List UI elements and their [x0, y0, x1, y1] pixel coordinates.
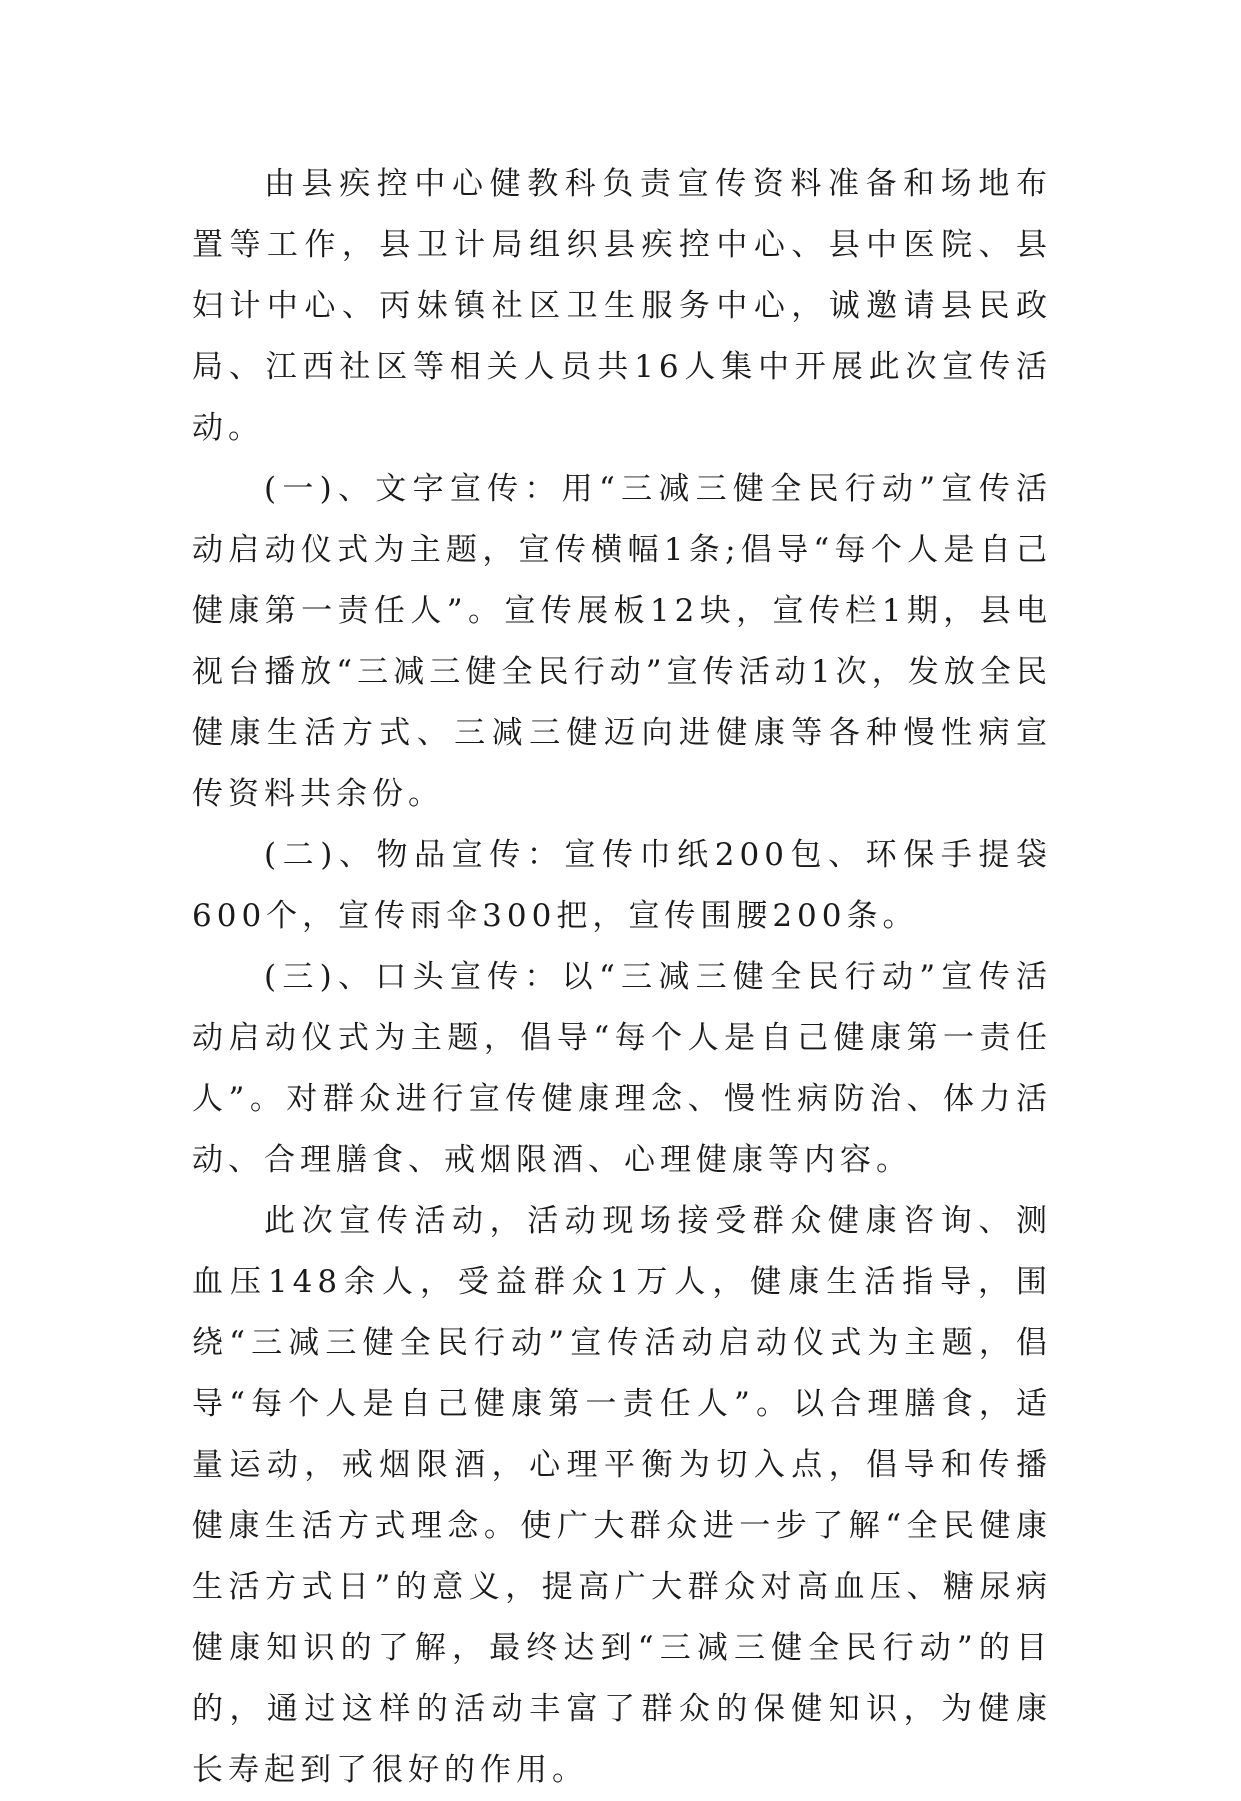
paragraph-text-publicity: (一)、文字宣传：用“三减三健全民行动”宣传活动启动仪式为主题，宣传横幅1条;倡导“每个人是自己健康第一责任人”。宣传展板12块，宣传栏1期，县电视台播放“三减三健全民行动”宣传活动1次，发放全民健康生活方式、三减三健迈向进健康等各种慢性病宣传资料共余份。 [192, 471, 1052, 812]
paragraph-organization: 由县疾控中心健教科负责宣传资料准备和场地布置等工作，县卫计局组织县疾控中心、县中医院、县妇计中心、丙妹镇社区卫生服务中心，诚邀请县民政局、江西社区等相关人员共16人集中开展此次宣传活动。 [192, 166, 1052, 446]
paragraph-summary: 此次宣传活动，活动现场接受群众健康咨询、测血压148余人，受益群众1万人，健康生活指导，围绕“三减三健全民行动”宣传活动启动仪式为主题，倡导“每个人是自己健康第一责任人”。以合理膳食，适量运动，戒烟限酒，心理平衡为切入点，倡导和传播健康生活方式理念。使广大群众进一步了解“全民健康生活方式日”的意义，提高广大群众对高血压、糖尿病健康知识的了解，最终达到“三减三健全民行动”的目的，通过这样的活动丰富了群众的保健知识，为健康长寿起到了很好的作用。 [192, 1203, 1052, 1788]
paragraph-oral-publicity: (三)、口头宣传：以“三减三健全民行动”宣传活动启动仪式为主题，倡导“每个人是自己健康第一责任人”。对群众进行宣传健康理念、慢性病防治、体力活动、合理膳食、戒烟限酒、心理健康等内容。 [192, 959, 1052, 1178]
paragraph-item-publicity: (二)、物品宣传：宣传巾纸200包、环保手提袋600个，宣传雨伞300把，宣传围腰200条。 [192, 837, 1052, 934]
document-body [192, 154, 1052, 1801]
